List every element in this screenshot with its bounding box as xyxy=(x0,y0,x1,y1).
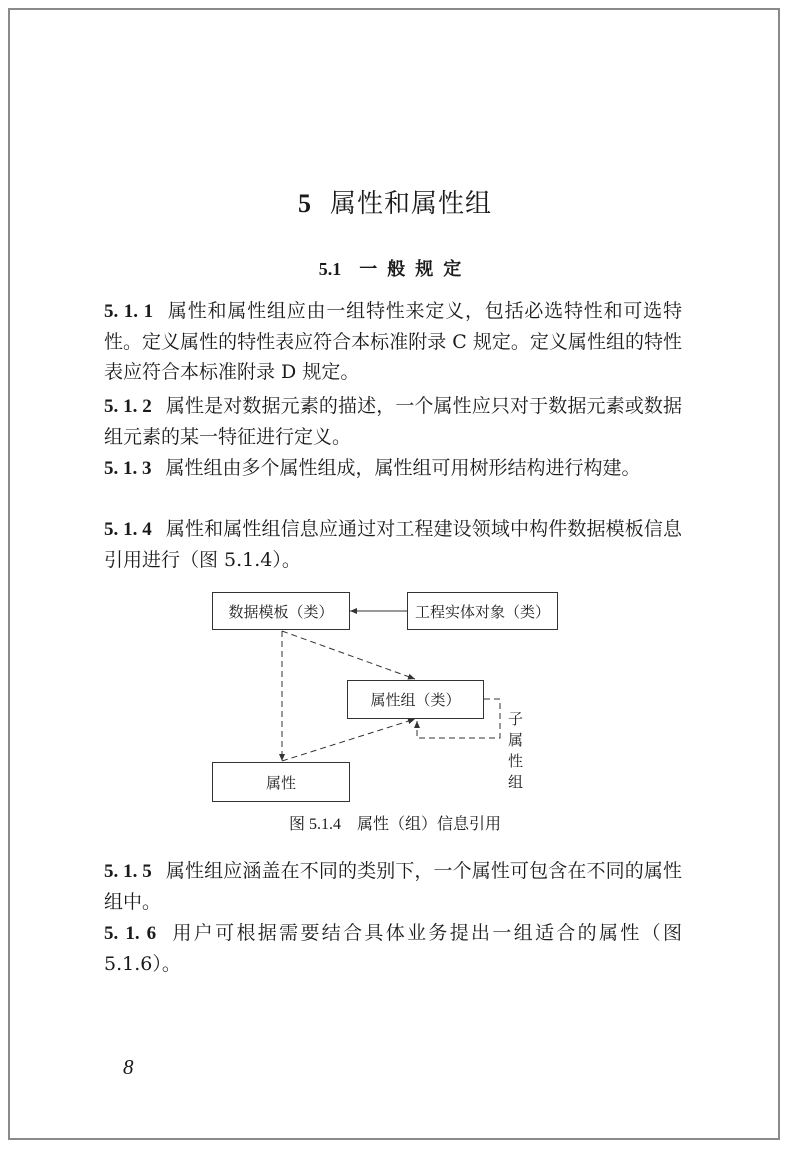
chapter-title-text: 属性和属性组 xyxy=(329,189,492,219)
arrow-template-to-group xyxy=(282,631,415,679)
attribute-label: 属性 xyxy=(265,773,296,792)
clause-paragraph xyxy=(104,856,682,917)
engineering-entity-label: 工程实体对象（类） xyxy=(414,602,550,621)
sub-group-label: 子属性组 xyxy=(508,710,524,791)
clause-text: 用户可根据需要结合具体业务提出一组适合的属性（图 5.1.6）。 xyxy=(104,922,682,975)
figure-number: 图 5.1.4 xyxy=(288,816,341,833)
section-title-text: 一般规定 xyxy=(359,259,472,280)
arrow-attribute-to-group xyxy=(282,719,415,761)
clause-text: 属性是对数据元素的描述，一个属性应只对于数据元素或数据组元素的某一特征进行定义。 xyxy=(104,395,682,448)
clause-number: 5. 1. 2 xyxy=(104,396,152,417)
clause-text: 属性组由多个属性组成，属性组可用树形结构进行构建。 xyxy=(165,457,641,479)
section-title xyxy=(0,255,790,281)
data-template-label: 数据模板（类） xyxy=(228,602,334,621)
chapter-title xyxy=(0,183,790,220)
page-number: 8 xyxy=(123,1055,134,1079)
clause-number: 5. 1. 3 xyxy=(104,458,152,479)
clause-paragraph xyxy=(104,391,682,452)
clause-number: 5. 1. 6 xyxy=(104,923,157,944)
figure-caption xyxy=(0,811,790,834)
figure-title: 属性（组）信息引用 xyxy=(357,814,502,833)
attribute-box xyxy=(212,762,350,802)
clause-text: 属性和属性组应由一组特性来定义，包括必选特性和可选特性。定义属性的特性表应符合本标准附录 C 规定。定义属性组的特性表应符合本标准附录 D 规定。 xyxy=(104,300,682,383)
clause-paragraph xyxy=(104,514,682,575)
clause-text: 属性组应涵盖在不同的类别下，一个属性可包含在不同的属性组中。 xyxy=(104,860,682,913)
engineering-entity-box xyxy=(407,592,558,630)
attribute-group-box xyxy=(347,680,484,719)
clause-text: 属性和属性组信息应通过对工程建设领域中构件数据模板信息引用进行（图 5.1.4）。 xyxy=(104,518,682,571)
section-number: 5.1 xyxy=(318,259,342,279)
clause-number: 5. 1. 1 xyxy=(104,301,154,322)
clause-number: 5. 1. 5 xyxy=(104,861,152,882)
chapter-number: 5 xyxy=(297,189,312,218)
clause-paragraph xyxy=(104,453,682,484)
clause-paragraph xyxy=(104,918,682,979)
clause-number: 5. 1. 4 xyxy=(104,519,152,540)
clause-paragraph xyxy=(104,296,682,387)
data-template-box xyxy=(212,592,350,630)
attribute-group-label: 属性组（类） xyxy=(370,691,461,709)
